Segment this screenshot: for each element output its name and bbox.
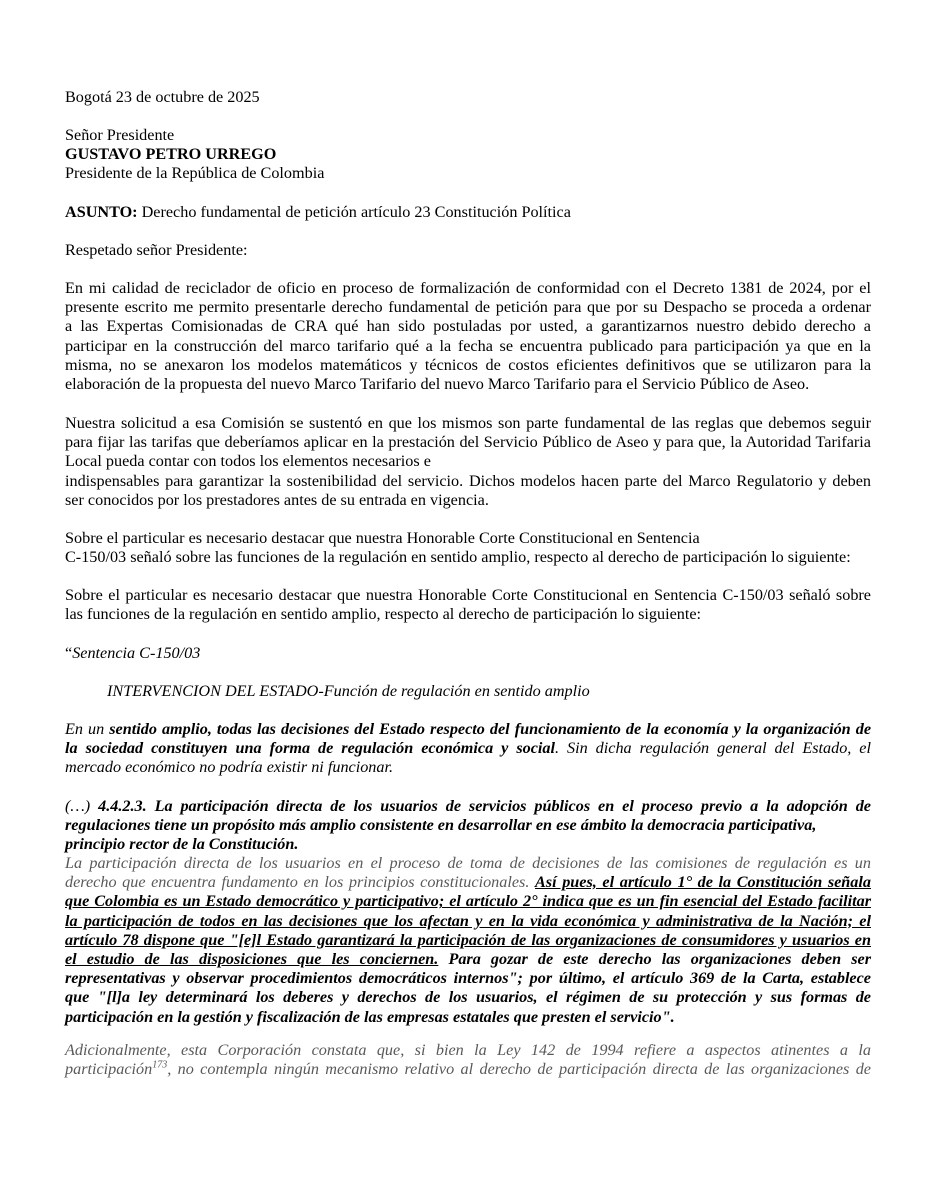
quote-line: La participación directa de los usuarios en el proceso de toma de decisiones de las comisiones de regulación es un: [65, 854, 871, 872]
paragraph-line: Sobre el particular es necesario destacar que nuestra Honorable Corte Constitucional en Sentencia: [65, 529, 700, 547]
quote-title-text: Sentencia C-150/03: [72, 644, 201, 662]
paragraph-line: para fijar las tarifas que deberíamos aplicar en la prestación del Servicio Público de Aseo y para que, la Autoridad Tarifaria: [65, 433, 871, 452]
quote-paragraph-4: [65, 1041, 871, 1079]
quote-line: [65, 739, 871, 758]
quote-line: mercado económico no podría existir ni funcionar.: [65, 758, 394, 777]
quote-text-bold: la sociedad constituyen una forma de regulación económica y social: [65, 739, 555, 758]
greeting: Respetado señor Presidente:: [65, 241, 248, 259]
recipient-block: [65, 126, 871, 184]
paragraph-line: misma, no se anexaron los modelos matemáticos y técnicos de costos eficientes definitivos que se utilizaron para la: [65, 355, 871, 374]
quote-paragraph-3: [65, 854, 871, 1027]
quote-paragraph-2: [65, 797, 871, 855]
quote-title: [65, 644, 871, 663]
paragraph-line: participar en la construcción del marco tarifario qué a la fecha se encuentra publicado para participación ya que en la: [65, 336, 871, 355]
recipient-role: Presidente de la República de Colombia: [65, 164, 325, 183]
quote-line: que Colombia es un Estado democrático y participativo; el artículo 2° indica que es un fin esencial del Estado facilitar: [65, 892, 871, 911]
paragraph-line: presente escrito me permito presentarle derecho fundamental de petición para que por su Despacho se proceda a ordenar: [65, 298, 871, 317]
quote-text-bold: 4.4.2.3. La participación directa de los usuarios de servicios públicos en el proceso previo a la adopción de: [98, 797, 871, 815]
subject-label: ASUNTO:: [65, 203, 138, 221]
quote-text: derecho que encuentra fundamento en los principios constitucionales.: [65, 873, 535, 892]
quote-line: que "[l]a ley determinará los deberes y derechos de los usuarios, el régimen de su protección y sus formas de: [65, 988, 871, 1007]
quote-text: , no contempla ningún mecanismo relativo al derecho de participación directa de las organizaciones de: [167, 1060, 871, 1079]
quote-line: [65, 873, 871, 892]
quote-line: Adicionalmente, esta Corporación constata que, si bien la Ley 142 de 1994 refiere a aspectos atinentes a la: [65, 1041, 871, 1059]
quote-line: [65, 950, 871, 969]
quote-line: participación en la gestión y fiscalización de las empresas estatales que presten el servicio".: [65, 1007, 675, 1026]
quote-text: (…): [65, 797, 99, 815]
quote-text-bold: Para gozar de este derecho las organizaciones deben ser: [438, 950, 872, 969]
paragraph-3: [65, 529, 871, 567]
footnote-reference: 173: [152, 1059, 168, 1071]
recipient-name: GUSTAVO PETRO URREGO: [65, 145, 277, 164]
paragraph-line: En mi calidad de reciclador de oficio en proceso de formalización de conformidad con el Decreto 1381 de 2024, por el: [65, 279, 871, 297]
quote-line: regulaciones tiene un propósito más amplio consistente en desarrollar en ese ámbito la democracia participativa,: [65, 816, 817, 835]
quote-heading: INTERVENCION DEL ESTADO-Función de regulación en sentido amplio: [107, 682, 590, 700]
recipient-salutation: Señor Presidente: [65, 126, 175, 144]
paragraph-line: C-150/03 señaló sobre las funciones de la regulación en sentido amplio, respecto al derecho de participación lo siguiente:: [65, 548, 851, 567]
quote-text: participación: [65, 1060, 153, 1079]
paragraph-line: Sobre el particular es necesario destacar que nuestra Honorable Corte Constitucional en Sentencia C-150/03 señaló sobre: [65, 586, 871, 604]
quote-line: [65, 1060, 871, 1079]
letter-date: Bogotá 23 de octubre de 2025: [65, 88, 260, 106]
quote-open-mark: “: [65, 644, 73, 662]
paragraph-line: ser conocidos por los prestadores antes de su entrada en vigencia.: [65, 490, 489, 509]
quote-line: principio rector de la Constitución.: [65, 835, 299, 854]
paragraph-2: [65, 414, 871, 510]
quote-line: [65, 720, 871, 739]
paragraph-line: Nuestra solicitud a esa Comisión se sustentó en que los mismos son parte fundamental de las reglas que debemos seguir: [65, 414, 871, 432]
paragraph-line: las funciones de la regulación en sentido amplio, respecto al derecho de participación lo siguiente:: [65, 605, 702, 624]
paragraph-4: [65, 586, 871, 624]
paragraph-1: [65, 279, 871, 394]
quote-text-underlined: Así pues, el artículo 1° de la Constitución señala: [535, 873, 871, 892]
quote-text: En un: [65, 720, 110, 738]
quote-line: la participación de todos en las decisiones que los afectan y en la vida económica y administrativa de la Nación; el: [65, 911, 871, 930]
paragraph-line: indispensables para garantizar la sostenibilidad del servicio. Dichos modelos hacen parte del Marco Regulatorio y deben: [65, 471, 871, 490]
paragraph-line: Local pueda contar con todos los elementos necesarios e: [65, 452, 431, 471]
quote-text-underlined: el estudio de las disposiciones que les conciernen.: [65, 950, 439, 969]
quote-line: [65, 797, 871, 816]
quote-line: representativas y observar procedimientos democráticos internos"; por último, el artículo 369 de la Carta, establece: [65, 969, 871, 988]
quote-text-bold: sentido amplio, todas las decisiones del Estado respecto del funcionamiento de la economía y la organización de: [109, 720, 872, 738]
quote-line: artículo 78 dispone que "[e]l Estado garantizará la participación de las organizaciones de consumidores y usuarios en: [65, 930, 871, 949]
subject-line: [65, 203, 871, 222]
quote-paragraph-1: [65, 720, 871, 778]
quote-text: . Sin dicha regulación general del Estado, el: [554, 739, 871, 758]
paragraph-line: elaboración de la propuesta del nuevo Marco Tarifario del nuevo Marco Tarifario para el Servicio Público de Aseo.: [65, 375, 810, 394]
paragraph-line: a las Expertas Comisionadas de CRA qué han sido postuladas por usted, a garantizarnos nuestro debido derecho a: [65, 317, 871, 336]
subject-text: Derecho fundamental de petición artículo 23 Constitución Política: [137, 203, 571, 221]
